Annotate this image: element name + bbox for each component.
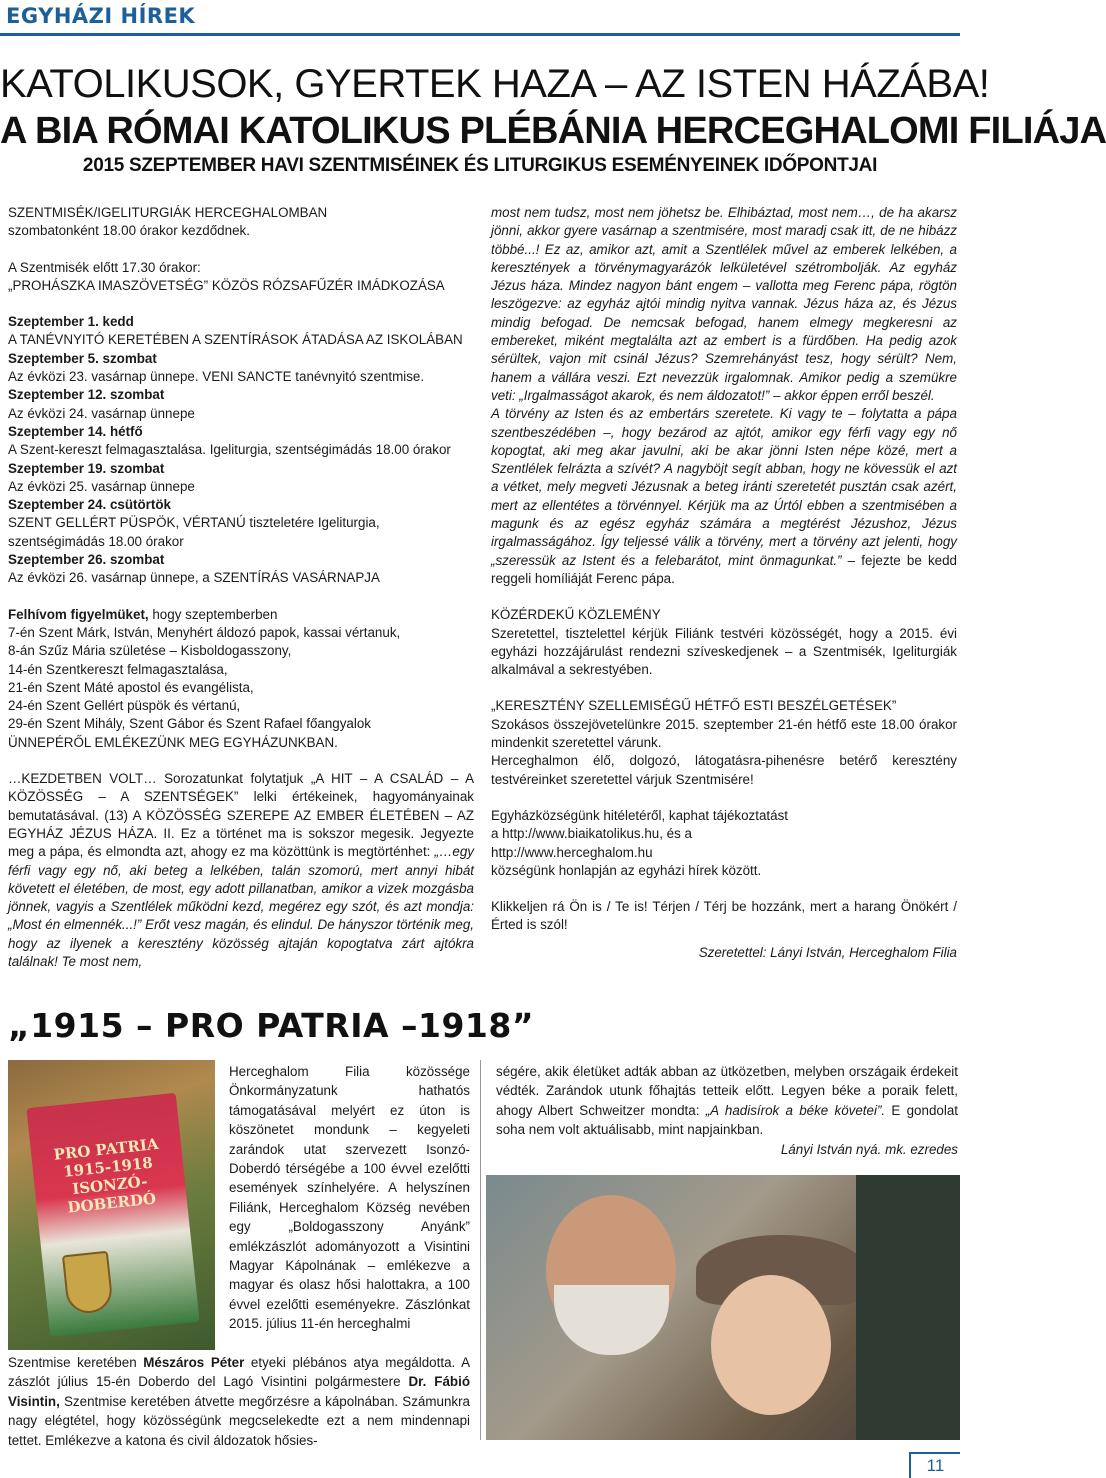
event-1: A TANÉVNYITÓ KERETÉBEN A SZENTÍRÁSOK ÁTADÁSA AZ ISKOLÁBAN: [8, 332, 463, 348]
info-text-2: községünk honlapján az egyházi hírek között.: [491, 862, 762, 878]
series-text: …KEZDETBEN VOLT… Sorozatunkat folytatjuk „A HIT – A CSALÁD – A KÖZÖSSÉG – A SZENTSÉGEK” lelki értékeinek, hagyományainak bemutatásával. (13) A KÖZÖSSÉG SZEREPE AZ EMBER ÉLETÉBEN – AZ EGYHÁZ JÉZUS HÁZA. II. Ez a történet ma is sokszor megesik. Jegyezte meg a pápa, és elmondta azt, ahogy ez ma közöttünk is megtörténhet:: [8, 771, 474, 860]
pro-patria-heading: „1915 – PRO PATRIA –1918”: [8, 1006, 535, 1045]
column-divider: [480, 1060, 481, 1440]
group-photo: [486, 1175, 960, 1440]
notice-text: Szeretettel, tisztelettel kérjük Filiánk testvéri közösségét, hogy a 2015. évi egyházi hozzájárulást rendezni szíveskedjenek – a Szentmisék, Igeliturgiák alkalmával a sekrestyében.: [491, 625, 957, 678]
memorial-flag: [26, 1093, 199, 1337]
evening-text: Szokásos összejövetelünkre 2015. szeptember 21-én hétfő este 18.00 órakor mindenkit szeretettel várunk.: [491, 716, 957, 751]
beard: [554, 1285, 669, 1355]
homily-text-2: A törvény az Isten és az embertárs szeretete. Ki vagy te – folytatta a pápa szentbeszédében –, hogy bezárod az ajtót, amikor egy férfi vagy egy nő kopogtat, aki meg akar javulni, aki be akar jönni Isten népe közé, mert a Szentlélek felrázta a szívét? A nagyböjt segít abban, hogy ne kövessük el azt a vétket, mely megveti Jézusnak a beteg iránti szeretetét pusztán csak azért, mert az ellentétes a törvénnyel. Kérjük ma az Úrtól ebben a szentmisében a magunk és az egész egyház számára a megtérést Jézushoz, Jézus irgalmasságához. Így teljessé válik a törvény, mert a törvény azt jelenti, hogy „szeressük az Istent és a felebarátot, mint önmagunkat.”: [491, 406, 957, 568]
homily-quote: most nem tudsz, most nem jöhetsz be. Elhibáztad, most nem…, de ha akarsz jönni, akkor gyere vasárnap a szentmisére, most maradj csak itt, de ne hibázz többé...!: [491, 205, 957, 257]
welcome-text: Herceghalmon élő, dolgozó, látogatásra-pihenésre betérő keresztény testvéreinket szeretettel várjuk Szentmisére!: [491, 753, 957, 787]
flag-emblem: [62, 1251, 114, 1315]
homily-paragraph-2: [491, 405, 957, 588]
signature-2: Lányi István nyá. mk. ezredes: [780, 1141, 958, 1157]
mayor-name: Dr. Fábió Visintin,: [8, 1374, 470, 1409]
feast-3: 14-én Szentkereszt felmagasztalása,: [8, 661, 228, 677]
feast-4: 21-én Szent Máté apostol és evangélista,: [8, 679, 254, 695]
feast-7: ÜNNEPÉRŐL EMLÉKEZÜNK MEG EGYHÁZUNKBAN.: [8, 734, 338, 750]
date-3: Szeptember 12. szombat: [8, 387, 165, 403]
page-number: 11: [909, 1452, 960, 1478]
event-2: Az évközi 23. vasárnap ünnepe. VENI SANCTE tanévnyitó szentmise.: [8, 369, 425, 385]
feast-1: 7-én Szent Márk, István, Menyhért áldozó papok, kassai vértanuk,: [8, 624, 401, 640]
section-label: EGYHÁZI HÍREK: [6, 4, 196, 28]
feast-intro-rest: hogy szeptemberben: [148, 606, 278, 622]
date-2: Szeptember 5. szombat: [8, 350, 157, 366]
date-7: Szeptember 26. szombat: [8, 552, 165, 568]
man-in-dark-shirt: [856, 1175, 960, 1440]
left-column: [8, 204, 474, 971]
pro-patria-text-bottom: [8, 1353, 470, 1450]
link-biaikatolikus[interactable]: a http://www.biaikatolikus.hu, és a: [491, 826, 692, 842]
feast-intro-bold: Felhívom figyelmüket,: [8, 606, 149, 622]
pro-patria-text-right: [496, 1062, 958, 1159]
section-header: [0, 0, 960, 36]
pro-patria-text-b: etyeki plébános atya megáldotta. A zászlót július 15-én Doberdo del Lagó Visintini polgármestere: [8, 1355, 470, 1390]
title-line-1: KATOLIKUSOK, GYERTEK HAZA – AZ ISTEN HÁZÁBA!: [0, 62, 990, 106]
feast-intro: [8, 606, 474, 624]
date-4: Szeptember 14. hétfő: [8, 423, 143, 439]
child-face: [711, 1275, 831, 1415]
pro-patria-text-a: Szentmise keretében: [8, 1355, 144, 1370]
link-herceghalom[interactable]: http://www.herceghalom.hu: [491, 844, 653, 860]
rosary-time: A Szentmisék előtt 17.30 órakor:: [8, 259, 201, 275]
date-5: Szeptember 19. szombat: [8, 460, 165, 476]
pro-patria-right-paragraph: [496, 1062, 958, 1140]
flag-text: PRO PATRIA 1915-1918 ISONZÓ-DOBERDÓ: [52, 1134, 160, 1217]
flag-photo: [8, 1060, 215, 1350]
homily-text-1: Ez az, amikor azt, amit a Szentlélek művel az emberek lelkében, a keresztények a törvénymagyarázók lelkületével szétrombolják. Az egyház Jézus háza. Mindez nagyon bánt engem – vallotta meg Ferenc pápa, rögtön leszögezve: az egyház ajtói mindig nyitva vannak. Jézus háza az, és Jézus mindig befogad. De nemcsak befogad, hanem elmegy megkeresni az embereket, miként megtalálta azt az embert is a fürdőben. Ha pedig azok sérültek, vajon mit csinál Jézus? Szemrehányást tesz, hogy sérült? Nem, hanem a vállára veszi. Ezt nevezzük irgalomnak. Amikor pedig a szemükre veti: „Irgalmasságot akarok, és nem áldozatot!” – akkor éppen erről beszél.: [491, 241, 957, 403]
schweitzer-quote: „A hadisírok a béke követei”.: [705, 1102, 886, 1118]
pro-patria-right-a: ségére, akik életüket adták abban az ütközetben, melyben országaik érdekeit védték. Zarándok utunk főhajtás tetteik előtt. Legyen béke a poraik felett, ahogy Albert Schweitzer mondta:: [496, 1064, 958, 1118]
title-line-2: A BIA RÓMAI KATOLIKUS PLÉBÁNIA HERCEGHALOMI FILIÁJA: [0, 110, 1106, 152]
title-line-3: 2015 SZEPTEMBER HAVI SZENTMISÉINEK ÉS LITURGIKUS ESEMÉNYEINEK IDŐPONTJAI: [82, 155, 878, 176]
right-column: [491, 204, 957, 962]
notice-heading: KÖZÉRDEKŰ KÖZLEMÉNY: [491, 607, 661, 623]
info-text: Egyházközségünk hitéletéről, kaphat tájékoztatást: [491, 807, 789, 823]
homily-ending: – fejezte be kedd reggeli homíliáját Ferenc pápa.: [491, 552, 957, 586]
event-6: SZENT GELLÉRT PÜSPÖK, VÉRTANÚ tiszteletére Igeliturgia, szentségimádás 18.00 órakor: [8, 515, 380, 549]
series-quote: „…egy férfi vagy egy nő, aki beteg a lelkében, talán szomorú, mert annyi hibát követett el életében, de most, egy adott pillanatban, amikor a vizek mozgásba jönnek, vagyis a Szentlélek működni kezd, megérez egy szót, és azt mondja: „Most én elmennék...!” Erőt vesz magán, és elindul. De hányszor történik meg, hogy az ilyenek a keresztény közösség ajtaján kopogtatva zárt ajtókra találnak! Te most nem,: [8, 844, 474, 969]
event-3: Az évközi 24. vasárnap ünnepe: [8, 405, 195, 421]
invite-text: Klikkeljen rá Ön is / Te is! Térjen / Térj be hozzánk, mert a harang Önökért / Érted is szól!: [491, 899, 957, 933]
pro-patria-right-b: E gondolat soha nem volt aktuálisabb, mint napjainkban.: [496, 1102, 958, 1138]
mass-time: szombatonként 18.00 órakor kezdődnek.: [8, 223, 250, 239]
signature-1: Szeretettel: Lányi István, Herceghalom Filia: [698, 944, 957, 960]
date-6: Szeptember 24. csütörtök: [8, 497, 171, 513]
pro-patria-text-top: Herceghalom Filia közössége Önkormányzatunk hathatós támogatásával melyért ez úton is köszönetet mondunk – kegyeleti zarándok utat szervezett Isonzó-Doberdó térségébe a 100 évvel ezelőtti események színhelyére. A helyszínen Filiánk, Herceghalom Község nevében egy „Boldogasszony Anyánk” emlékzászlót adományozott a Visintini Magyar Kápolnának – emlékezve a magyar és olasz hősi halottakra, a 100 évvel ezelőtti eseményekre. Zászlónkat 2015. július 11-én herceghalmi: [229, 1064, 470, 1332]
event-7: Az évközi 26. vasárnap ünnepe, a SZENTÍRÁS VASÁRNAPJA: [8, 570, 380, 586]
priest-name: Mészáros Péter: [143, 1355, 245, 1370]
pro-patria-text-c: Szentmise keretében átvette megőrzésre a kápolnában. Számunkra nagy elégtétel, hogy közösségünk megcselekedte ezt a nem mindennapi tettet. Emlékezve a katona és civil áldozatok hősies-: [8, 1393, 470, 1448]
feast-5: 24-én Szent Gellért püspök és vértanú,: [8, 698, 241, 714]
date-1: Szeptember 1. kedd: [8, 314, 134, 330]
feast-6: 29-én Szent Mihály, Szent Gábor és Szent Rafael főangyalok: [8, 716, 371, 732]
mass-heading: SZENTMISÉK/IGELITURGIÁK HERCEGHALOMBAN: [8, 205, 328, 220]
series-paragraph: [8, 770, 474, 971]
homily-paragraph-1: [491, 204, 957, 405]
evening-heading: „KERESZTÉNY SZELLEMISÉGŰ HÉTFŐ ESTI BESZÉLGETÉSEK”: [491, 698, 897, 714]
feast-2: 8-án Szűz Mária születése – Kisboldogasszony,: [8, 643, 292, 659]
event-5: Az évközi 25. vasárnap ünnepe: [8, 478, 195, 494]
rosary-title: „PROHÁSZKA IMASZÖVETSÉG” KÖZÖS RÓZSAFŰZÉR IMÁDKOZÁSA: [8, 277, 445, 293]
header-rule: [0, 33, 960, 36]
event-4: A Szent-kereszt felmagasztalása. Igeliturgia, szentségimádás 18.00 órakor: [8, 442, 451, 458]
